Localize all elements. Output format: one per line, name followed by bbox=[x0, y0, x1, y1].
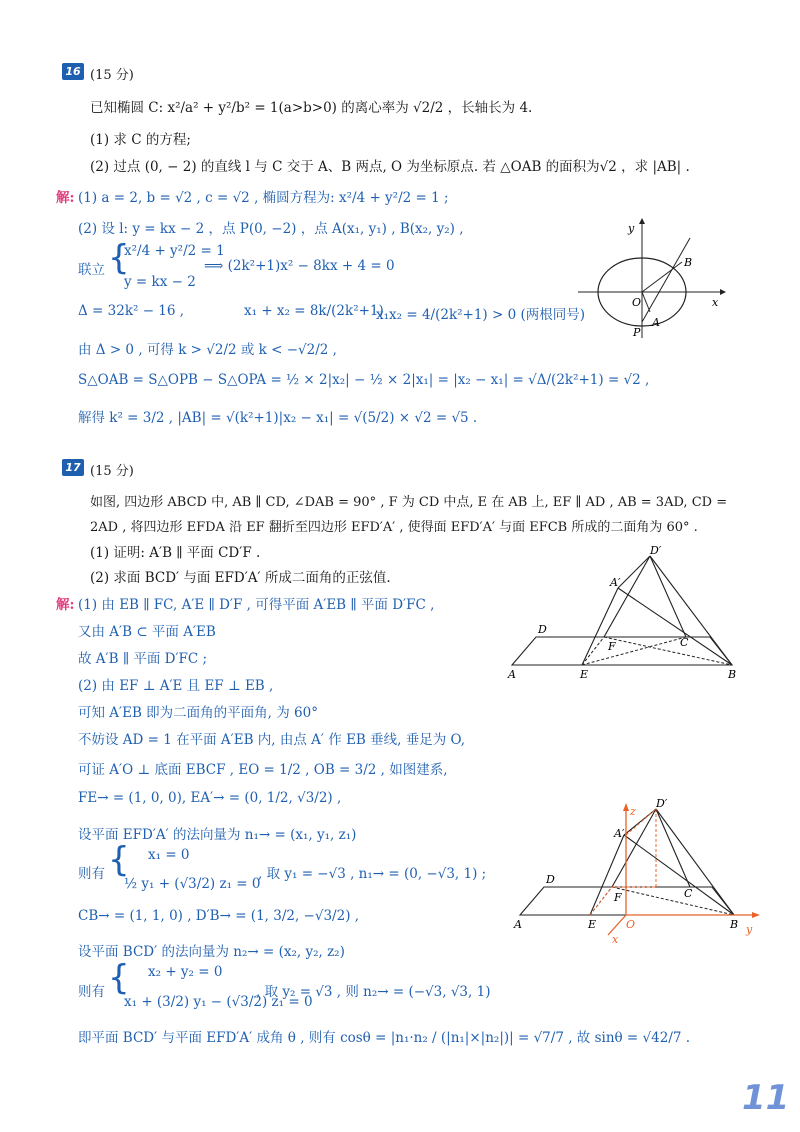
p17-step-2: 又由 A′B ⊂ 平面 A′EB bbox=[78, 624, 216, 640]
fig1-label-B: B bbox=[728, 668, 737, 681]
p17-system-2-brace: { bbox=[108, 958, 130, 998]
problem-16-question-2: (2) 过点 (0, − 2) 的直线 l 与 C 交于 A、B 两点, O 为坐标原点. 若 △OAB 的面积为√2 ，求 |AB| . bbox=[90, 159, 690, 175]
fig1-label-A: A bbox=[508, 668, 516, 681]
fig2-axis-x bbox=[608, 915, 626, 935]
fig1-label-D1: D′ bbox=[650, 544, 662, 557]
fig16-label-P: P bbox=[633, 326, 641, 339]
fig2-label-O: O bbox=[626, 918, 636, 931]
p17-step-3: 故 A′B ∥ 平面 D′FC ; bbox=[78, 651, 208, 667]
fig2-label-z: z bbox=[630, 805, 636, 818]
fig2-axis-y-arrow bbox=[752, 912, 760, 918]
p17-system-1-eq-2: ½ y₁ + (√3/2) z₁ = 0 bbox=[124, 876, 261, 892]
fig16-label-B: B bbox=[684, 256, 693, 269]
p17-step-5: 可知 A′EB 即为二面角的平面角, 为 60° bbox=[78, 705, 318, 721]
p17-system-2-eq-2: x₁ + (3/2) y₁ − (√3/2) z₁ = 0 bbox=[124, 994, 313, 1010]
p17-step-4: (2) 由 EF ⊥ A′E 且 EF ⊥ EB , bbox=[78, 678, 274, 694]
p17-step-14: 即平面 BCD′ 与平面 EFD′A′ 成角 θ , 则有 cosθ = |n₁·n₂ / (|n₁|×|n₂|)| = √7/7 , 故 sinθ = √42/7 . bbox=[78, 1030, 691, 1046]
fig2-edge-A1B bbox=[624, 835, 734, 915]
fig1-edge-FD1 bbox=[604, 556, 650, 637]
fig1-label-F: F bbox=[608, 640, 616, 653]
p17-step-7: 可证 A′O ⊥ 底面 EBCF , EO = 1/2 , OB = 3/2 , 如图建系, bbox=[78, 762, 448, 778]
fig1-label-C: C bbox=[680, 636, 689, 649]
fig2-label-A: A bbox=[514, 918, 522, 931]
p16-step-2: (2) 设 l: y = kx − 2 ，点 P(0, −2) ，点 A(x₁, y₁) , B(x₂, y₂) , bbox=[78, 221, 464, 237]
problem-17-stem-1: 如图, 四边形 ABCD 中, AB ∥ CD, ∠DAB = 90° , F 为 CD 中点, E 在 AB 上, EF ∥ AD , AB = 3AD, CD = bbox=[90, 495, 728, 510]
fig2-label-D1: D′ bbox=[656, 797, 668, 810]
p17-system-1-result: , 取 y₁ = −√3 , n₁→ = (0, −√3, 1) ; bbox=[258, 866, 487, 882]
p16-step-k-range: 由 Δ > 0 , 可得 k > √2/2 或 k < −√2/2 , bbox=[78, 342, 337, 358]
fig1-label-E: E bbox=[580, 668, 589, 681]
p17-step-12: 设平面 BCD′ 的法向量为 n₂→ = (x₂, y₂, z₂) bbox=[78, 944, 345, 960]
fig2-label-x: x bbox=[612, 933, 619, 946]
ellipse-x-arrow bbox=[720, 289, 726, 295]
fig1-edge-D1B bbox=[650, 556, 732, 665]
fig2-label-F: F bbox=[614, 891, 622, 904]
ellipse-figure bbox=[570, 210, 730, 345]
p16-step-area: S△OAB = S△OPB − S△OPA = ½ × 2|x₂| − ½ × 2|x₁| = |x₂ − x₁| = √Δ/(2k²+1) = √2 , bbox=[78, 372, 650, 388]
fig16-label-x: x bbox=[712, 296, 719, 309]
p17-step-11: CB→ = (1, 1, 0) , D′B→ = (1, 3/2, −√3/2) , bbox=[78, 908, 360, 924]
p17-system-2-label: 则有 bbox=[78, 984, 105, 1000]
fig2-label-y: y bbox=[746, 923, 753, 936]
fig2-label-C: C bbox=[684, 887, 693, 900]
p17-step-8: FE→ = (1, 0, 0), EA′→ = (0, 1/2, √3/2) , bbox=[78, 790, 342, 806]
p17-system-2-eq-1: x₂ + y₂ = 0 bbox=[148, 964, 223, 980]
fig2-label-D: D bbox=[546, 873, 555, 886]
problem-17-solution-label: 解: bbox=[56, 597, 75, 613]
fig2-label-A1: A′ bbox=[614, 827, 625, 840]
problem-16-badge: 16 bbox=[62, 63, 84, 80]
segment-OA bbox=[642, 292, 650, 312]
fig2-aux-4 bbox=[590, 887, 612, 915]
fig1-edge-EC bbox=[582, 637, 686, 665]
p17-system-1-eq-1: x₁ = 0 bbox=[148, 847, 190, 863]
p16-system-brace: { bbox=[108, 238, 130, 278]
fig2-axis-z-arrow bbox=[623, 803, 629, 811]
problem-17-badge: 17 bbox=[62, 459, 84, 476]
p17-step-9: 设平面 EFD′A′ 的法向量为 n₁→ = (x₁, y₁, z₁) bbox=[78, 827, 357, 843]
fig2-label-E: E bbox=[588, 918, 597, 931]
problem-17-score: (15 分) bbox=[90, 464, 134, 479]
page-number: 11 bbox=[742, 1078, 790, 1118]
ellipse-y-arrow bbox=[639, 218, 645, 224]
p16-step-product: x₁x₂ = 4/(2k²+1) > 0 (两根同号) bbox=[376, 307, 586, 323]
fig16-label-y: y bbox=[628, 222, 635, 235]
p16-step-sum: x₁ + x₂ = 8k/(2k²+1) bbox=[244, 303, 384, 319]
fold-figure-2 bbox=[508, 795, 766, 947]
p17-step-6: 不妨设 AD = 1 在平面 A′EB 内, 由点 A′ 作 EB 垂线, 垂足为 O, bbox=[78, 732, 466, 748]
p16-system-result: ⟹ (2k²+1)x² − 8kx + 4 = 0 bbox=[204, 258, 395, 274]
fig1-label-A1: A′ bbox=[610, 576, 621, 589]
p16-step-result: 解得 k² = 3/2 , |AB| = √(k²+1)|x₂ − x₁| = √(5/2) × √2 = √5 . bbox=[78, 410, 478, 426]
problem-16-solution-label: 解: bbox=[56, 190, 75, 206]
fig1-edge-A1B bbox=[618, 588, 732, 665]
fig1-edge-EA1 bbox=[582, 588, 618, 665]
p17-step-1: (1) 由 EB ∥ FC, A′E ∥ D′F , 可得平面 A′EB ∥ 平面 D′FC , bbox=[78, 597, 435, 613]
p16-step-delta: Δ = 32k² − 16 , bbox=[78, 303, 185, 319]
fig2-label-B: B bbox=[730, 918, 739, 931]
p17-system-1-brace: { bbox=[108, 840, 130, 880]
problem-16-question-1: (1) 求 C 的方程; bbox=[90, 132, 191, 148]
p16-step-1: (1) a = 2, b = √2 , c = √2 , 椭圆方程为: x²/4 + y²/2 = 1 ; bbox=[78, 190, 449, 206]
problem-17-stem-2: 2AD , 将四边形 EFDA 沿 EF 翻折至四边形 EFD′A′ , 使得面 EFD′A′ 与面 EFCB 所成的二面角为 60° . bbox=[90, 520, 698, 535]
fold-figure-1 bbox=[500, 540, 750, 685]
p16-system-eq-1: x²/4 + y²/2 = 1 bbox=[124, 243, 225, 259]
fig16-label-O: O bbox=[632, 296, 642, 309]
fig1-base-plane bbox=[512, 637, 732, 665]
problem-16-score: (15 分) bbox=[90, 68, 134, 83]
problem-17-question-1: (1) 证明: A′B ∥ 平面 CD′F . bbox=[90, 545, 261, 561]
problem-16-stem: 已知椭圆 C: x²/a² + y²/b² = 1(a>b>0) 的离心率为 √2/2 ，长轴长为 4. bbox=[90, 100, 533, 116]
problem-17-question-2: (2) 求面 BCD′ 与面 EFD′A′ 所成二面角的正弦值. bbox=[90, 570, 391, 586]
fig2-edge-A1D1 bbox=[624, 809, 656, 835]
p17-system-1-label: 则有 bbox=[78, 866, 105, 882]
p16-system-eq-2: y = kx − 2 bbox=[124, 274, 196, 290]
p17-system-2-result: , 取 y₂ = √3 , 则 n₂→ = (−√3, √3, 1) bbox=[256, 984, 491, 1000]
fig16-label-A: A bbox=[652, 316, 660, 329]
fig2-edge-D1B bbox=[656, 809, 734, 915]
p16-system-label: 联立 bbox=[78, 262, 105, 278]
fig1-label-D: D bbox=[538, 623, 547, 636]
